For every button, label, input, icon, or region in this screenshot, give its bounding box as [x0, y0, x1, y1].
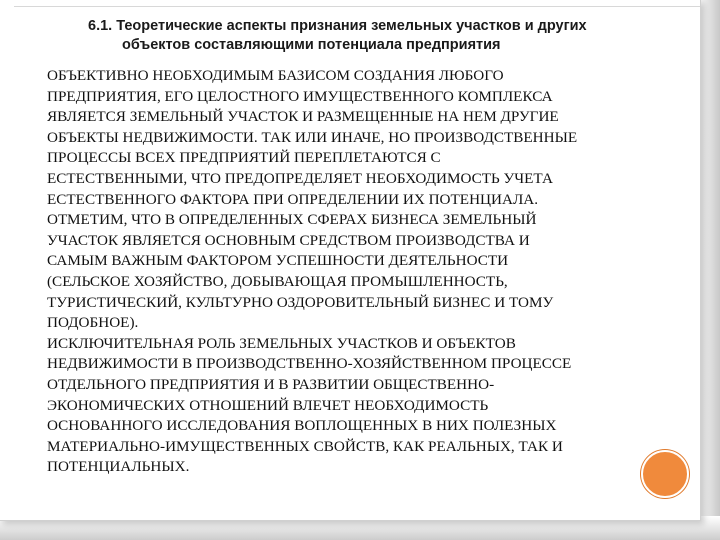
body-line: ОТДЕЛЬНОГО ПРЕДПРИЯТИЯ И В РАЗВИТИИ ОБЩЕСТВЕННО- [47, 375, 495, 393]
body-line: ОТМЕТИМ, ЧТО В ОПРЕДЕЛЕННЫХ СФЕРАХ БИЗНЕСА ЗЕМЕЛЬНЫЙ [47, 211, 537, 229]
slide-title-line-2: объектов составляющими потенциала предприятия [122, 37, 501, 53]
body-line: НЕДВИЖИМОСТИ В ПРОИЗВОДСТВЕННО-ХОЗЯЙСТВЕННОМ ПРОЦЕССЕ [47, 355, 572, 373]
body-line: ЯВЛЯЕТСЯ ЗЕМЕЛЬНЫЙ УЧАСТОК И РАЗМЕЩЕННЫЕ НА НЕМ ДРУГИЕ [47, 108, 559, 126]
body-line: ТУРИСТИЧЕСКИЙ, КУЛЬТУРНО ОЗДОРОВИТЕЛЬНЫЙ БИЗНЕС И ТОМУ [47, 293, 554, 311]
body-line: УЧАСТОК ЯВЛЯЕТСЯ ОСНОВНЫМ СРЕДСТВОМ ПРОИЗВОДСТВА И [47, 231, 530, 249]
slide-body-text [47, 66, 687, 478]
body-line: ПОДОБНОЕ). [47, 314, 139, 332]
body-line: ПОТЕНЦИАЛЬНЫХ. [47, 458, 190, 476]
body-line: МАТЕРИАЛЬНО-ИМУЩЕСТВЕННЫХ СВОЙСТВ, КАК РЕАЛЬНЫХ, ТАК И [47, 437, 563, 455]
slide-title [88, 17, 668, 55]
body-line: ЭКОНОМИЧЕСКИХ ОТНОШЕНИЙ ВЛЕЧЕТ НЕОБХОДИМОСТЬ [47, 396, 489, 414]
body-line: (СЕЛЬСКОЕ ХОЗЯЙСТВО, ДОБЫВАЮЩАЯ ПРОМЫШЛЕННОСТЬ, [47, 272, 508, 290]
orange-circle-decoration [641, 450, 689, 498]
body-line: ПРОЦЕССЫ ВСЕХ ПРЕДПРИЯТИЙ ПЕРЕПЛЕТАЮТСЯ С [47, 149, 441, 167]
body-line: ОБЪЕКТИВНО НЕОБХОДИМЫМ БАЗИСОМ СОЗДАНИЯ ЛЮБОГО [47, 67, 504, 84]
body-line: ИСКЛЮЧИТЕЛЬНАЯ РОЛЬ ЗЕМЕЛЬНЫХ УЧАСТКОВ И ОБЪЕКТОВ [47, 334, 516, 352]
body-line: ЕСТЕСТВЕННЫМИ, ЧТО ПРЕДОПРЕДЕЛЯЕТ НЕОБХОДИМОСТЬ УЧЕТА [47, 169, 553, 187]
body-line: САМЫМ ВАЖНЫМ ФАКТОРОМ УСПЕШНОСТИ ДЕЯТЕЛЬНОСТИ [47, 252, 509, 270]
body-line: ОСНОВАННОГО ИССЛЕДОВАНИЯ ВОПЛОЩЕННЫХ В НИХ ПОЛЕЗНЫХ [47, 417, 557, 435]
body-line: ЕСТЕСТВЕННОГО ФАКТОРА ПРИ ОПРЕДЕЛЕНИИ ИХ ПОТЕНЦИАЛА. [47, 190, 539, 208]
body-line: ОБЪЕКТЫ НЕДВИЖИМОСТИ. ТАК ИЛИ ИНАЧЕ, НО ПРОИЗВОДСТВЕННЫЕ [47, 128, 578, 146]
slide-title-line-1: 6.1. Теоретические аспекты признания земельных участков и других [88, 18, 587, 34]
body-line: ПРЕДПРИЯТИЯ, ЕГО ЦЕЛОСТНОГО ИМУЩЕСТВЕННОГО КОМПЛЕКСА [47, 87, 553, 105]
slide-top-border [14, 6, 700, 7]
